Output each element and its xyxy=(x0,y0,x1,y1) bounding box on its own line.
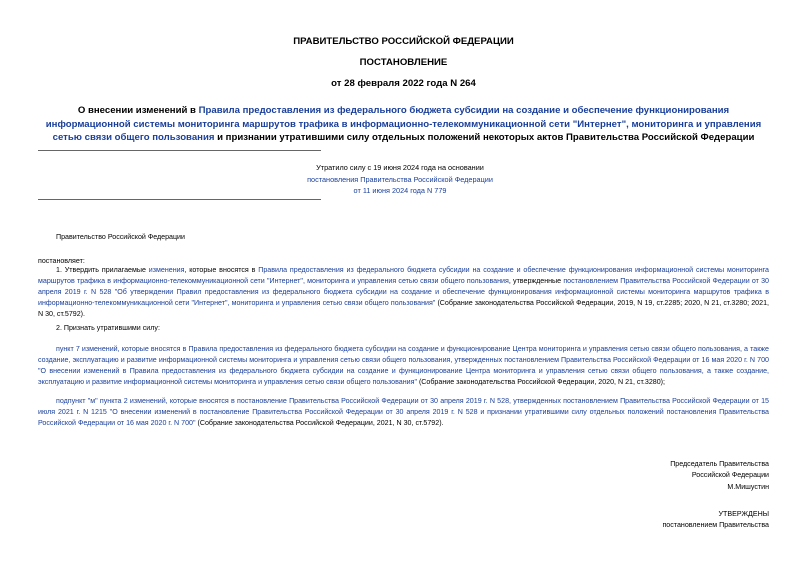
government-paragraph: Правительство Российской Федерации xyxy=(56,233,185,241)
item-1-mid2: , утвержденные xyxy=(508,277,564,286)
title-prefix: О внесении изменений в xyxy=(77,105,199,116)
signature-block xyxy=(509,459,769,493)
status-link-line-2[interactable]: постановления Правительства Российской Федерации xyxy=(307,174,493,184)
item-1-rules-link[interactable]: Правила предоставления из федерального бюджета субсидии на создание и обеспечение функционирования информационной системы мониторинга маршрутов трафика в информационно-телекоммуникационной сети "Интернет", мониторинга и управления сетью связи общего пользования xyxy=(38,266,769,286)
item-2a-suffix: (Собрание законодательства Российской Федерации, 2020, N 21, ст.3280); xyxy=(416,378,666,387)
item-2-paragraph: 2. Признать утратившими силу: xyxy=(56,324,160,332)
item-1-mid1: , которые вносятся в xyxy=(184,266,259,274)
document-type: ПОСТАНОВЛЕНИЕ xyxy=(359,57,448,68)
item-1-suffix: (Собрание законодательства Российской Федерации, 2019, N 19, ст.2285; 2020, N 21, ст.3280; 2021, N 30, ст.5792). xyxy=(38,299,769,319)
item-2a-paragraph xyxy=(38,344,769,388)
status-note xyxy=(240,162,560,197)
item-1-paragraph xyxy=(38,265,769,320)
document-date-number: от 28 февраля 2022 года N 264 xyxy=(331,78,476,89)
divider-top xyxy=(38,150,321,151)
item-2a-link[interactable]: пункт 7 изменений, которые вносятся в Правила предоставления из федерального бюджета субсидии на создание и функционирование Центра мониторинга и управления сетью связи общего пользования, а также создание, эксплуатацию и развитие информационной системы мониторинга и управления сетью связи общего пользования, утвержденных постановлением Правительства Российской Федерации от 16 мая 2020 г. N 700 "О внесении изменений в Правила предоставления из федерального бюджета субсидии на создание и функционирование Центра мониторинга и управления сетью связи общего пользования, а также создание, эксплуатацию и развитие информационной системы мониторинга и управления сетью связи общего пользования" xyxy=(38,345,769,387)
approved-label: УТВЕРЖДЕНЫ xyxy=(718,510,769,518)
item-2b-suffix: (Собрание законодательства Российской Федерации, 2021, N 30, ст.5792). xyxy=(195,419,444,428)
status-link-line-3[interactable]: от 11 июня 2024 года N 779 xyxy=(353,186,447,195)
approved-block xyxy=(509,509,769,532)
item-2b-paragraph xyxy=(38,396,769,429)
item-1-resolution-link[interactable]: постановлением Правительства Российской Федерации от 30 апреля 2019 г. N 528 "Об утверждении Правил предоставления из федерального бюджета субсидии на создание и обеспечение функционирования информационной системы мониторинга маршрутов трафика в информационно-телекоммуникационной сети "Интернет", мониторинга и управления сетью связи общего пользования" xyxy=(38,277,769,308)
item-1-prefix: 1. Утвердить прилагаемые xyxy=(56,266,149,274)
signature-name: М.Мишустин xyxy=(727,482,769,491)
document-title xyxy=(44,104,763,145)
approved-by: постановлением Правительства xyxy=(662,521,769,530)
status-line-1: Утратило силу с 19 июня 2024 года на основании xyxy=(316,163,484,172)
title-suffix: и признании утратившими силу отдельных положений некоторых актов Правительства Российской Федерации xyxy=(214,132,755,143)
title-rules-link[interactable]: Правила предоставления из федерального бюджета субсидии на создание и обеспечение функционирования информационной системы мониторинга маршрутов трафика в информационно-телекоммуникационной сети "Интернет", мониторинга и управления сетью связи общего пользования xyxy=(45,105,762,143)
item-2b-link[interactable]: подпункт "м" пункта 2 изменений, которые вносятся в постановление Правительства Российской Федерации от 30 апреля 2019 г. N 528, утвержденных постановлением Правительства Российской Федерации от 15 июля 2021 г. N 1215 "О внесении изменений в постановление Правительства Российской Федерации от 30 апреля 2019 г. N 528 и признании утратившими силу отдельных положений постановления Правительства Российской Федерации от 16 мая 2020 г. N 700" xyxy=(38,397,769,428)
divider-bottom xyxy=(38,199,321,200)
resolves-paragraph: постановляет: xyxy=(38,257,85,265)
signature-position: Председатель Правительства xyxy=(670,460,769,468)
item-1-changes-link[interactable]: изменения xyxy=(148,266,185,274)
signature-country: Российской Федерации xyxy=(691,471,769,480)
government-header: ПРАВИТЕЛЬСТВО РОССИЙСКОЙ ФЕДЕРАЦИИ xyxy=(293,36,514,47)
